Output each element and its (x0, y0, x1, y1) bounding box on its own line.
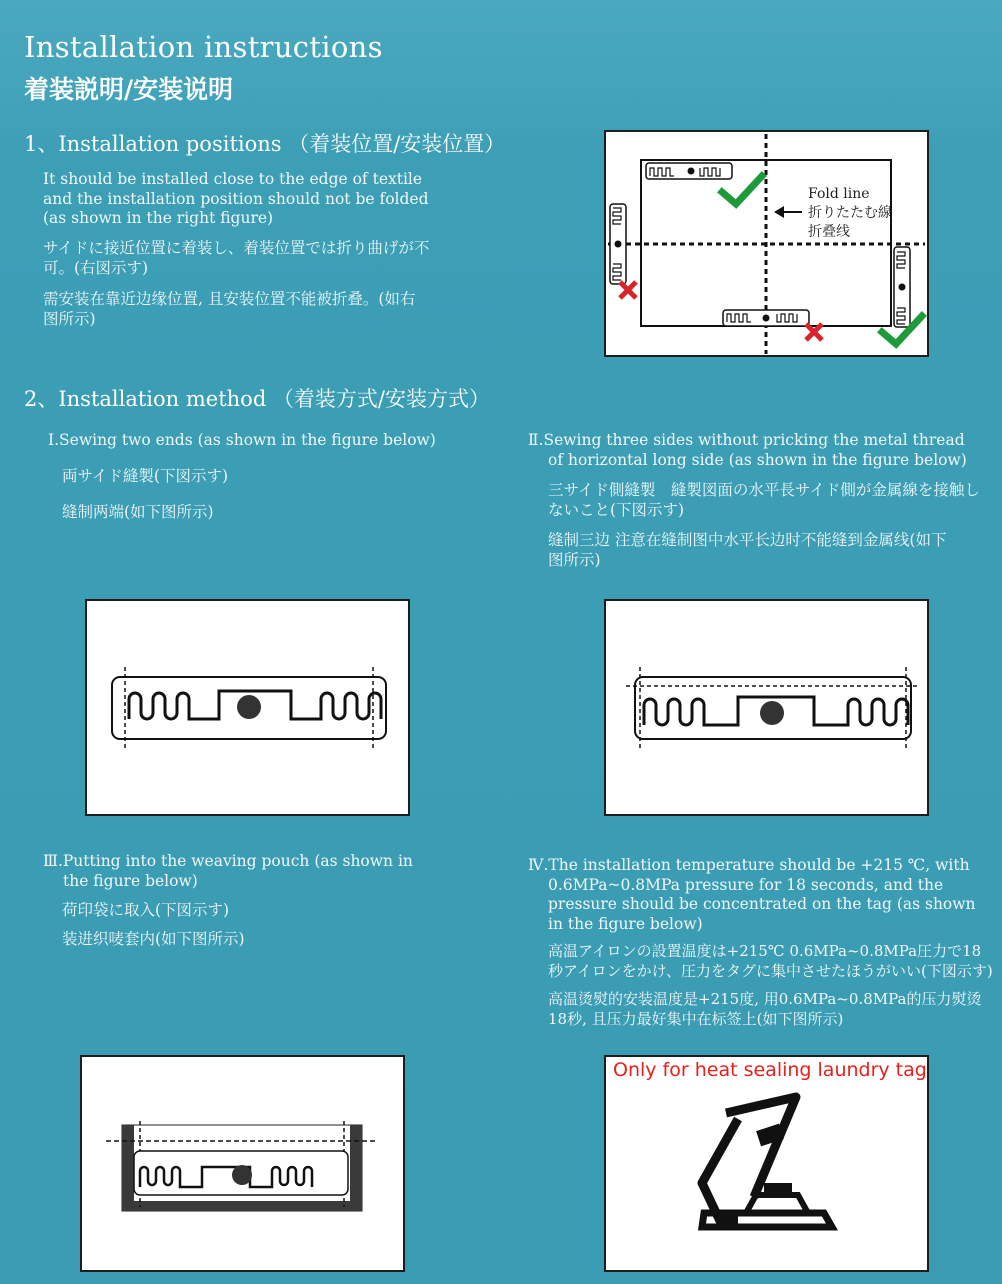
section1-heading: 1、Installation positions （着装位置/安装位置） (24, 132, 506, 156)
page-title-cn: 着装説明/安装说明 (24, 75, 234, 104)
method4-title (528, 856, 993, 934)
text-line: 图所示) (548, 550, 601, 569)
section1-text-en (43, 170, 463, 229)
text-line: 三サイド側縫製 縫製図面の水平長サイド側が金属線を接触し (548, 481, 980, 499)
text-line: (as shown in the right figure) (43, 209, 274, 227)
method1-jp: 両サイド縫製(下図示す) (62, 467, 229, 485)
weaving-pouch-diagram (82, 1057, 403, 1270)
section1-text-cn (43, 290, 463, 329)
tag-left-edge (610, 204, 626, 284)
method3-cn: 装进织唛套内(如下图所示) (62, 930, 245, 948)
positions-diagram (606, 132, 927, 355)
method1-title: Ⅰ.Sewing two ends (as shown in the figure below) (48, 431, 436, 449)
heat-press-icon (606, 1057, 927, 1270)
method3-jp: 荷印袋に取入(下図示す) (62, 901, 230, 919)
method4-cn (548, 990, 998, 1029)
red-cross-icon (620, 282, 636, 298)
heat-sealing-label: Only for heat sealing laundry tag (613, 1059, 927, 1081)
text-line: of horizontal long side (as shown in the figure below) (548, 450, 967, 469)
method3-figure (80, 1055, 405, 1272)
text-line: 18秒, 且压力最好集中在标签上(如下图所示) (548, 1009, 844, 1028)
method2-title (528, 431, 993, 470)
text-line: 图所示) (43, 309, 96, 328)
text-line: in the figure below) (548, 914, 703, 933)
green-check-icon (722, 176, 762, 204)
section1-text-jp (43, 239, 463, 278)
fold-label-en: Fold line (808, 186, 870, 202)
text-line: and the installation position should not be folded (43, 189, 429, 208)
section2-heading: 2、Installation method （着装方式/安装方式） (24, 387, 491, 411)
page-title-en: Installation instructions (24, 30, 383, 64)
text-line: サイドに接近位置に着装し、着装位置では折り曲げが不 (43, 239, 430, 257)
positions-figure (604, 130, 929, 357)
tag-right-edge (894, 247, 910, 327)
text-line: Ⅳ.The installation temperature should be +215 ℃, with (528, 856, 970, 874)
text-line: Ⅲ.Putting into the weaving pouch (as shown in (43, 852, 413, 870)
fold-line-label (808, 185, 892, 242)
text-line: 秒アイロンをかけ、圧力をタグに集中させたほうがいい(下図示す) (548, 961, 993, 980)
text-line: 高温烫熨的安装温度是+215度, 用0.6MPa~0.8MPa的压力熨烫 (548, 990, 982, 1008)
method4-jp (548, 942, 998, 981)
method4-figure (604, 1055, 929, 1272)
fold-label-jp: 折りたたむ線 (808, 205, 892, 221)
method2-cn (548, 531, 993, 570)
text-line: Ⅱ.Sewing three sides without pricking the metal thread (528, 431, 965, 449)
text-line: 可。(右図示す) (43, 258, 149, 277)
fold-label-cn: 折叠线 (808, 224, 850, 240)
sew-two-ends-diagram (87, 601, 408, 814)
text-line: 0.6MPa~0.8MPa pressure for 18 seconds, and the (548, 875, 944, 894)
text-line: the figure below) (63, 871, 198, 890)
method3-title (43, 852, 463, 891)
sew-three-sides-diagram (606, 601, 927, 814)
text-line: pressure should be concentrated on the tag (as shown (548, 895, 976, 913)
text-line: ないこと(下図示す) (548, 500, 685, 519)
method1-figure (85, 599, 410, 816)
tag-top-left (646, 163, 732, 179)
text-line: 缝制三边 注意在缝制图中水平长边时不能缝到金属线(如下 (548, 531, 947, 549)
method2-jp (548, 481, 993, 520)
tag-bottom-center (723, 310, 809, 326)
text-line: It should be installed close to the edge of textile (43, 170, 423, 188)
method2-figure (604, 599, 929, 816)
text-line: 高温アイロンの設置温度は+215℃ 0.6MPa~0.8MPa圧力で18 (548, 942, 982, 960)
method1-cn: 缝制两端(如下图所示) (62, 503, 214, 521)
text-line: 需安装在靠近边缘位置, 且安装位置不能被折叠。(如右 (43, 290, 416, 308)
